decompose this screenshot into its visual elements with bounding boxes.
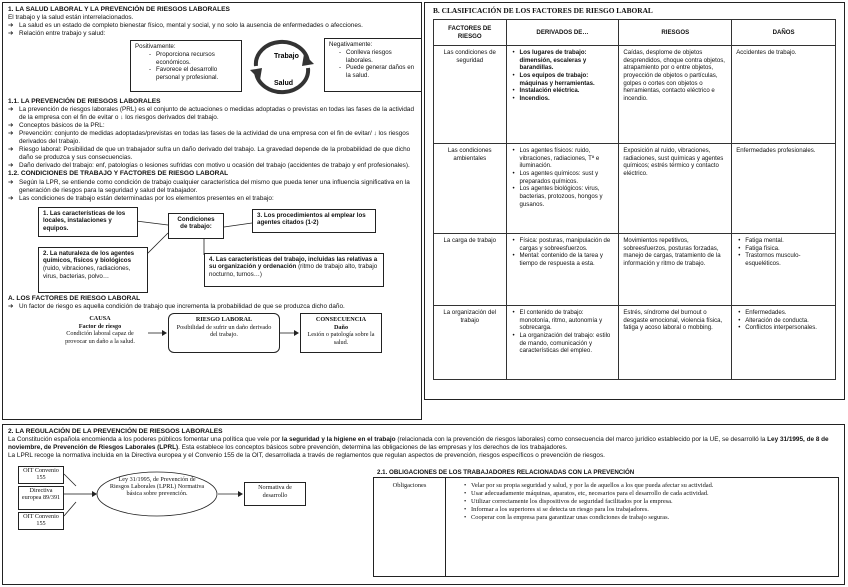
derivado-item: • Los equipos de trabajo: máquinas y herramientas. [511,72,615,87]
condicion-2-box [38,247,148,293]
section-2-title: 2. LA REGULACIÓN DE LA PREVENCIÓN DE RIESGOS LABORALES [8,428,223,435]
section-1-2-title: 1.2. CONDICIONES DE TRABAJO Y FACTORES DE RIESGO LABORAL [8,170,229,178]
table-header: DERIVADOS DE… [506,20,619,46]
causa-heading: CAUSA [89,314,111,322]
dano-item: • Conflictos interpersonales. [736,324,831,332]
riesgos-cell: Caídas, desplome de objetos desprendidos, choque contra objetos, atrapamiento por o entre objetos, proyección de objetos o partículas, golpes o cortes con objetos o herramientas, contacto eléctrico e incendio. [619,46,732,144]
factor-cell: La organización del trabajo [434,306,507,380]
positive-title: Positivamente: [135,43,176,51]
prevencion-text: Prevención: conjunto de medidas adoptadas/previstas en todas las fases de la actividad de una empresa con el fin de evitar/ ↓ los riesgos derivados del trabajo. [19,130,410,146]
left-panel [2,2,422,420]
table-row [434,144,836,234]
table-row [434,306,836,380]
obligaciones-section [373,469,839,581]
factor-cell: Las condiciones ambientales [434,144,507,234]
causa-box [52,313,148,357]
danos-cell: Accidentes de trabajo. [732,46,836,144]
derivado-item: • Física: posturas, manipulación de cargas y sobreesfuerzos. [511,237,615,252]
consecuencia-subheading: Daño [333,323,349,331]
riesgos-cell: Movimientos repetitivos, sobreesfuerzos, posturas forzadas, manejo de cargas, tratamiento de la información y ritmo de trabajo. [619,234,732,306]
section-1-intro: El trabajo y la salud están interrelacionados. [8,14,134,22]
danos-cell: Enfermedades profesionales. [732,144,836,234]
factor-cell: La carga de trabajo [434,234,507,306]
normativa-box: Normativa de desarrollo [244,482,306,506]
dano-item: • Trastornos musculo-esqueléticos. [736,252,831,267]
condicion-3-box: 3. Los procedimientos al emplear los agentes citados (1-2) [252,209,376,233]
condiciones-elementos: Las condiciones de trabajo están determinadas por los elementos presentes en el trabajo: [19,194,274,202]
riesgo-box [168,313,280,353]
relacion-diagram [8,38,416,96]
dano-item: • Fatiga mental. [736,237,831,245]
derivado-item: • Los agentes biológicos: virus, bacterias, protozoos, hongos y gusanos. [511,185,615,208]
positive-item: - Favorece el desarrollo personal y profesional. [147,66,237,82]
obligacion-item: • Usar adecuadamente máquinas, aparatos, etc, necesarios para el desarrollo de cada actividad. [462,490,832,498]
obligacion-item: • Cooperar con la empresa para garantizar unas condiciones de trabajo seguras. [462,514,832,522]
consecuencia-text: Lesión o patología sobre la salud. [307,331,375,347]
arrow-right-icon: ➔ [8,178,14,186]
classification-panel [424,2,845,400]
prl-definition: La prevención de riesgos laborales (PRL) es el conjunto de actuaciones o medidas adoptadas o previstas en todas las fases de la actividad de la empresa con el fin de evitar o ↓ los riesgos derivados del trabajo. [19,106,415,122]
dano-item: • Enfermedades. [736,309,831,317]
table-row [434,234,836,306]
consecuencia-heading: CONSECUENCIA [315,315,367,323]
section-b-title: B. CLASIFICACIÓN DE LOS FACTORES DE RIESGO LABORAL [433,6,653,15]
salud-definition: La salud es un estado de completo bienestar físico, mental y social, y no solo la ausencia de enfermedades o afecciones. [19,22,363,30]
obligaciones-table [373,477,839,577]
derivado-item: • Mental: contenido de la tarea y tiempo de respuesta a esta. [511,252,615,267]
ley-ellipse-text: Ley 31/1995, de Prevención de Riesgos Laborales (LPRL) Normativa básica sobre prevención. [109,476,205,498]
derivado-item: • Incendios. [511,95,615,103]
factor-definition: Un factor de riesgo es aquella condición de trabajo que incrementa la probabilidad de que se produzca dicho daño. [19,302,345,310]
conceptos-label: Conceptos básicos de la PRL: [19,122,105,130]
negative-item: - Puede generar daños en la salud. [337,64,417,80]
riesgos-cell: Estrés, síndrome del burnout o desgaste emocional, violencia física, fatiga y acoso laboral o mobbing. [619,306,732,380]
condicion-4-box [204,253,384,287]
table-header: RIESGOS [619,20,732,46]
condicion-definition: Según la LPR, se entiende como condición de trabajo cualquier característica del mismo que pueda tener una influencia significativa en la generación de riesgos para la seguridad y salud del trabajador. [19,178,410,194]
obligacion-item: • Informar a los superiores si se detecta un riesgo para los trabajadores. [462,506,832,514]
derivado-item: • El contenido de trabajo: monotonía, ritmo, autonomía y sobrecarga. [511,309,615,332]
causa-consecuencia-diagram [8,311,416,361]
arrow-right-icon: ➔ [8,22,14,30]
consecuencia-box [300,313,382,353]
derivado-item: • Los agentes químicos: sust y preparados químicos. [511,170,615,185]
relacion-label: Relación entre trabajo y salud: [19,30,106,38]
lprl-text: La LPRL recoge la normativa incluida en la Directiva europea y el Convenio 155 de la OIT, desarrollada a través de reglamentos que regulan aspectos de prevención, riesgos específicos o prevención de riesgos. [8,452,605,460]
positive-item: - Proporciona recursos económicos. [147,51,237,67]
condicion-2-title: 2. La naturaleza de los agentes químicos, físicos y biológicos [43,249,135,265]
arrow-right-icon: ➔ [8,122,14,130]
arrow-right-icon: ➔ [8,106,14,114]
work-health-cycle [246,38,318,96]
section-a-title: A. LOS FACTORES DE RIESGO LABORAL [8,294,141,302]
obligacion-item: • Utilizar correctamente los dispositivos de seguridad facilitados por la empresa. [462,498,832,506]
table-header: DAÑOS [732,20,836,46]
negative-title: Negativamente: [329,41,373,49]
arrow-right-icon: ➔ [8,194,14,202]
table-row [434,46,836,144]
derivado-item: • Los agentes físicos: ruido, vibraciones, radiaciones, Tª e iluminación. [511,147,615,170]
condicion-4-text: (ritmo de trabajo alto, trabajo nocturno, turnos…) [209,263,378,279]
arrow-right-icon: ➔ [8,30,14,38]
arrow-right-icon: ➔ [8,130,14,138]
positive-box [130,40,242,92]
derivado-item: • Los lugares de trabajo: dimensión, escaleras y barandillas. [511,49,615,72]
obligaciones-label: Obligaciones [374,478,446,576]
obligacion-item: • Velar por su propia seguridad y salud, y por la de aquellos a los que pueda afectar su actividad. [462,482,832,490]
condicion-1-box: 1. Las características de los locales, instalaciones y equipos. [38,207,138,237]
riesgo-box-text: Posibilidad de sufrir un daño derivado del trabajo. [176,323,272,339]
dano-item: • Alteración de conducta. [736,317,831,325]
riesgo-heading: RIESGO LABORAL [195,315,253,323]
arrow-right-icon: ➔ [8,162,14,170]
constitucion-text: La Constitución española encomienda a los poderes públicos fomentar una política que vele por la seguridad y la higiene en el trabajo (relacionada con la prevención de riesgos laborales) como consecuencia del marco jurídico establecido por la UE, se desarrolló la Ley 31/1995, de 8 de noviembre, de Prevención de Riesgos Laborales (LPRL). Esta establece los conceptos básicos sobre prevención, determina las obligaciones de las empresas y los derechos de los trabajadores. [8,436,829,452]
condiciones-center-box: Condiciones de trabajo: [168,213,224,239]
table-header: FACTORES DE RIESGO [434,20,507,46]
causa-text: Condición laboral capaz de provocar un daño a la salud. [65,330,135,346]
regulation-panel [2,424,845,585]
directiva-box: Directiva europea 89/391 [18,486,64,510]
section-2-1-title: 2.1. OBLIGACIONES DE LOS TRABAJADORES RELACIONADAS CON LA PREVENCIÓN [377,469,635,476]
derivado-item: • Instalación eléctrica. [511,87,615,95]
dano-item: • Fatiga física. [736,245,831,253]
risk-factors-table [433,19,836,380]
riesgo-text: Riesgo laboral: Posibilidad de que un trabajador sufra un daño derivado del trabajo. La gravedad depende de la probabilidad de que dicho daño se produzca y sus consecuencias. [19,146,411,162]
negative-item: - Conlleva riesgos laborales. [337,49,417,65]
condiciones-diagram [8,203,416,295]
condicion-4-title: 4. Las características del trabajo, incluidas las relativas a su organización y ordenación [209,255,378,271]
causa-subheading: Factor de riesgo [78,322,122,330]
negative-box [324,38,422,92]
arrow-right-icon: ➔ [8,302,14,310]
factor-cell: Las condiciones de seguridad [434,46,507,144]
oit-box-1: OIT Convenio 155 [18,466,64,484]
arrow-right-icon: ➔ [8,146,14,154]
dano-text: Daño derivado del trabajo: enf, patologías o lesiones sufridas con motivo u ocasión del trabajo (accidentes de trabajo y enf profesionales). [19,162,410,170]
riesgos-cell: Exposición al ruido, vibraciones, radiaciones, sust químicas y agentes químicos; estrés térmico y contacto eléctrico. [619,144,732,234]
cycle-bottom-label: Salud [274,80,294,88]
derivado-item: • La organización del trabajo: estilo de mando, comunicación y características del empleo. [511,332,615,355]
oit-box-2: OIT Convenio 155 [18,512,64,530]
condicion-2-text: (ruido, vibraciones, radiaciones, virus, bacterias, polvo… [43,265,131,280]
section-1-title: 1. LA SALUD LABORAL Y LA PREVENCIÓN DE RIESGOS LABORALES [8,6,230,13]
section-1-1-title: 1.1. LA PREVENCIÓN DE RIESGOS LABORALES [8,98,161,106]
cycle-top-label: Trabajo [274,53,299,61]
